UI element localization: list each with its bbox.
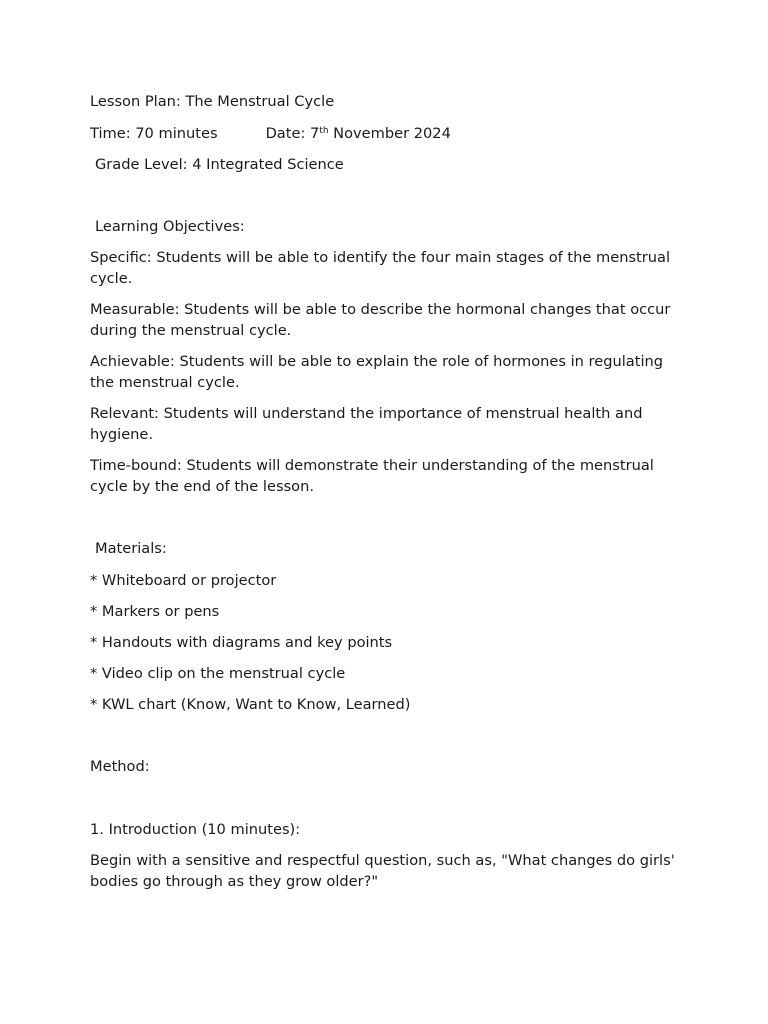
objective-specific: Specific: Students will be able to identify the four main stages of the menstrual cycle. xyxy=(90,249,675,287)
date-suffix: November 2024 xyxy=(328,125,451,142)
date-ordinal: th xyxy=(319,126,329,136)
objective-measurable: Measurable: Students will be able to describe the hormonal changes that occur during the menstrual cycle. xyxy=(90,301,676,339)
lesson-time: Time: 70 minutes xyxy=(90,125,218,142)
grade-level: Grade Level: 4 Integrated Science xyxy=(95,156,344,173)
material-item: * Markers or pens xyxy=(90,603,220,620)
introduction-heading: 1. Introduction (10 minutes): xyxy=(90,821,301,838)
material-item: * KWL chart (Know, Want to Know, Learned) xyxy=(90,696,411,713)
method-heading: Method: xyxy=(90,758,150,775)
introduction-text: Begin with a sensitive and respectful question, such as, "What changes do girls' bodies go through as they grow older?" xyxy=(90,852,680,890)
material-item: * Handouts with diagrams and key points xyxy=(90,634,393,651)
material-item: * Whiteboard or projector xyxy=(90,572,277,589)
time-date-line xyxy=(90,123,690,144)
material-item: * Video clip on the menstrual cycle xyxy=(90,665,346,682)
objectives-heading: Learning Objectives: xyxy=(95,218,245,235)
lesson-date xyxy=(266,125,451,142)
objective-relevant: Relevant: Students will understand the importance of menstrual health and hygiene. xyxy=(90,405,648,443)
objective-achievable: Achievable: Students will be able to explain the role of hormones in regulating the menstrual cycle. xyxy=(90,353,668,391)
objective-time-bound: Time-bound: Students will demonstrate their understanding of the menstrual cycle by the end of the lesson. xyxy=(90,457,659,495)
date-prefix: Date: 7 xyxy=(265,125,320,142)
lesson-title: Lesson Plan: The Menstrual Cycle xyxy=(90,93,335,110)
materials-heading: Materials: xyxy=(95,540,167,557)
